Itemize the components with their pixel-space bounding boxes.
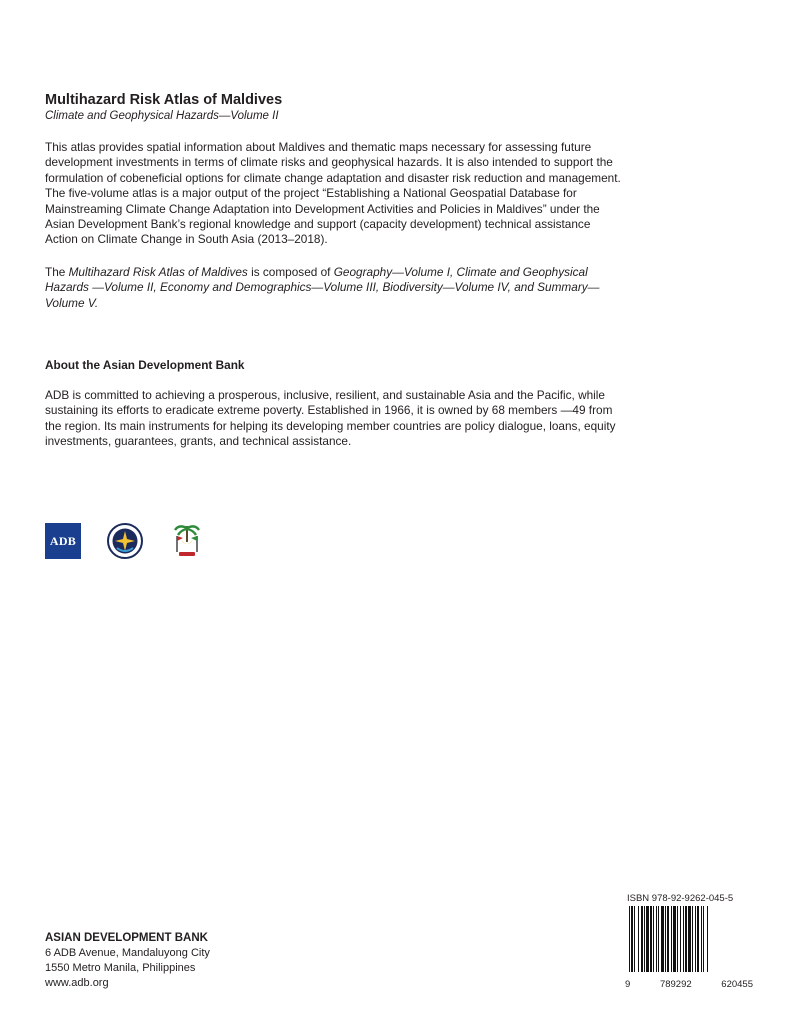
- logo-row: [45, 522, 205, 560]
- isbn-barcode: [623, 893, 755, 989]
- website-link[interactable]: www.adb.org: [45, 977, 109, 989]
- maldives-emblem-logo: [169, 522, 205, 560]
- address-line-1: 6 ADB Avenue, Mandaluyong City: [45, 947, 210, 959]
- about-paragraph: ADB is committed to achieving a prosperous, inclusive, resilient, and sustainable Asia and the Pacific, while sustaining its efforts to eradicate extreme poverty. Established in 1966, it is owned by 68 members —49 from the region. Its main instruments for helping its developing member countries are policy dialogue, loans, equity investments, guarantees, grants, and technical assistance.: [45, 388, 616, 449]
- seal-logo: [107, 523, 143, 559]
- atlas-title-inline: Multihazard Risk Atlas of Maldives: [68, 265, 248, 279]
- barcode-bars: [623, 904, 755, 974]
- volumes-paragraph: [45, 265, 625, 311]
- address-line-2: 1550 Metro Manila, Philippines: [45, 962, 196, 974]
- about-heading: About the Asian Development Bank: [45, 358, 245, 372]
- volumes-list: Geography—Volume I, Climate and Geophysical Hazards —Volume II, Economy and Demographics—Volume III, Biodiversity—Volume IV, and Summary—Volume V.: [45, 265, 600, 310]
- document-subtitle: Climate and Geophysical Hazards—Volume II: [45, 110, 279, 122]
- adb-logo: ADB: [45, 523, 81, 559]
- publisher-name: ASIAN DEVELOPMENT BANK: [45, 932, 208, 944]
- barcode-digits: [623, 979, 755, 990]
- document-title: Multihazard Risk Atlas of Maldives: [45, 92, 283, 108]
- barcode-digit-lead: 9: [625, 979, 631, 990]
- intro-paragraph: This atlas provides spatial information about Maldives and thematic maps necessary for assessing future development investments in terms of climate risks and geophysical hazards. It is also intended to support the formulation of cobeneficial options for climate change adaptation and disaster risk reduction and management. The five-volume atlas is a major output of the project “Establishing a National Geospatial Database for Mainstreaming Climate Change Adaptation into Development Activities and Policies in Maldives” under the Asian Development Bank’s regional knowledge and support (capacity development) technical assistance Action on Climate Change in South Asia (2013–2018).: [45, 140, 621, 247]
- volumes-mid: is composed of: [247, 265, 334, 279]
- volumes-lead: The: [45, 265, 69, 279]
- isbn-text: ISBN 978-92-9262-045-5: [627, 893, 734, 904]
- barcode-digits-left: 789292: [659, 979, 692, 990]
- barcode-digits-right: 620455: [721, 979, 753, 990]
- publisher-footer: [45, 931, 210, 991]
